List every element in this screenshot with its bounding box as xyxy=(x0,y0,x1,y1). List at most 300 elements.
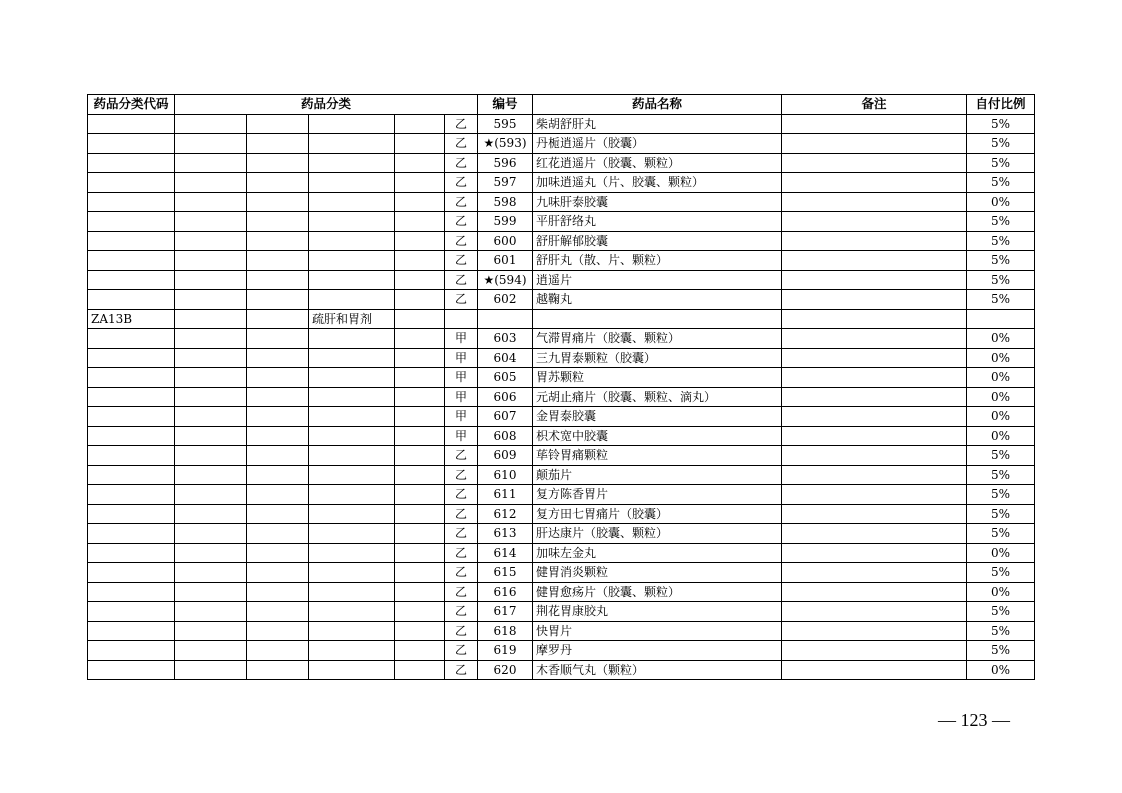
drug-name-cell: 柴胡舒肝丸 xyxy=(533,114,782,134)
subcategory-cell xyxy=(309,231,395,251)
table-row xyxy=(88,387,1035,407)
category-level1-cell xyxy=(175,212,247,232)
subcategory-cell xyxy=(309,407,395,427)
drug-name-cell: 舒肝丸（散、片、颗粒） xyxy=(533,251,782,271)
category-level1-cell xyxy=(175,446,247,466)
subcategory-cell xyxy=(309,387,395,407)
category-level4-cell xyxy=(395,309,445,329)
drug-name-cell: 快胃片 xyxy=(533,621,782,641)
self-pay-ratio-cell: 5% xyxy=(967,251,1035,271)
number-cell: 596 xyxy=(478,153,533,173)
table-row xyxy=(88,173,1035,193)
number-cell: 616 xyxy=(478,582,533,602)
category-level1-cell xyxy=(175,621,247,641)
category-level2-cell xyxy=(247,426,309,446)
category-level2-cell xyxy=(247,543,309,563)
subcategory-cell xyxy=(309,290,395,310)
category-level4-cell xyxy=(395,446,445,466)
subcategory-cell xyxy=(309,270,395,290)
category-level2-cell xyxy=(247,348,309,368)
table-row xyxy=(88,602,1035,622)
class-cell: 乙 xyxy=(445,485,478,505)
number-cell: 600 xyxy=(478,231,533,251)
class-cell: 乙 xyxy=(445,173,478,193)
category-level2-cell xyxy=(247,621,309,641)
note-cell xyxy=(782,543,967,563)
category-level1-cell xyxy=(175,114,247,134)
header-category-code: 药品分类代码 xyxy=(88,95,175,115)
category-code-cell xyxy=(88,153,175,173)
subcategory-cell xyxy=(309,192,395,212)
category-level1-cell xyxy=(175,309,247,329)
header-self-pay-ratio: 自付比例 xyxy=(967,95,1035,115)
category-level4-cell xyxy=(395,465,445,485)
table-row xyxy=(88,543,1035,563)
class-cell: 乙 xyxy=(445,504,478,524)
category-level4-cell xyxy=(395,426,445,446)
category-level1-cell xyxy=(175,251,247,271)
number-cell: 598 xyxy=(478,192,533,212)
drug-name-cell: 肝达康片（胶囊、颗粒） xyxy=(533,524,782,544)
self-pay-ratio-cell: 0% xyxy=(967,348,1035,368)
table-header-row xyxy=(88,95,1035,115)
number-cell: 601 xyxy=(478,251,533,271)
category-level4-cell xyxy=(395,485,445,505)
category-code-cell xyxy=(88,173,175,193)
note-cell xyxy=(782,660,967,680)
subcategory-cell xyxy=(309,426,395,446)
self-pay-ratio-cell: 0% xyxy=(967,582,1035,602)
category-code-cell xyxy=(88,134,175,154)
self-pay-ratio-cell xyxy=(967,309,1035,329)
category-level2-cell xyxy=(247,407,309,427)
note-cell xyxy=(782,524,967,544)
category-level4-cell xyxy=(395,114,445,134)
category-level2-cell xyxy=(247,309,309,329)
note-cell xyxy=(782,251,967,271)
class-cell: 乙 xyxy=(445,563,478,583)
category-code-cell: ZA13B xyxy=(88,309,175,329)
self-pay-ratio-cell: 0% xyxy=(967,407,1035,427)
table-row xyxy=(88,621,1035,641)
number-cell: 611 xyxy=(478,485,533,505)
category-level1-cell xyxy=(175,641,247,661)
drug-name-cell: 舒肝解郁胶囊 xyxy=(533,231,782,251)
drug-name-cell: 金胃泰胶囊 xyxy=(533,407,782,427)
header-category: 药品分类 xyxy=(175,95,478,115)
self-pay-ratio-cell: 5% xyxy=(967,134,1035,154)
table-row xyxy=(88,290,1035,310)
class-cell: 乙 xyxy=(445,446,478,466)
category-level4-cell xyxy=(395,270,445,290)
class-cell: 乙 xyxy=(445,290,478,310)
subcategory-cell xyxy=(309,329,395,349)
note-cell xyxy=(782,504,967,524)
table-row xyxy=(88,504,1035,524)
category-level1-cell xyxy=(175,543,247,563)
class-cell: 乙 xyxy=(445,153,478,173)
note-cell xyxy=(782,270,967,290)
table-row xyxy=(88,114,1035,134)
table-row xyxy=(88,582,1035,602)
class-cell: 乙 xyxy=(445,270,478,290)
table-row xyxy=(88,153,1035,173)
number-cell: 615 xyxy=(478,563,533,583)
number-cell: 608 xyxy=(478,426,533,446)
category-level1-cell xyxy=(175,524,247,544)
category-level2-cell xyxy=(247,465,309,485)
category-level4-cell xyxy=(395,368,445,388)
number-cell: 618 xyxy=(478,621,533,641)
subcategory-cell xyxy=(309,602,395,622)
category-code-cell xyxy=(88,270,175,290)
category-level2-cell xyxy=(247,114,309,134)
page-number: — 123 — xyxy=(938,710,1010,730)
drug-name-cell: 枳术宽中胶囊 xyxy=(533,426,782,446)
note-cell xyxy=(782,153,967,173)
category-code-cell xyxy=(88,407,175,427)
class-cell: 甲 xyxy=(445,348,478,368)
table-row xyxy=(88,134,1035,154)
category-level1-cell xyxy=(175,465,247,485)
category-code-cell xyxy=(88,231,175,251)
category-code-cell xyxy=(88,563,175,583)
category-code-cell xyxy=(88,524,175,544)
table-row xyxy=(88,329,1035,349)
category-code-cell xyxy=(88,660,175,680)
subcategory-cell: 疏肝和胃剂 xyxy=(309,309,395,329)
self-pay-ratio-cell: 5% xyxy=(967,563,1035,583)
note-cell xyxy=(782,602,967,622)
number-cell: 597 xyxy=(478,173,533,193)
table-row xyxy=(88,465,1035,485)
category-level2-cell xyxy=(247,231,309,251)
self-pay-ratio-cell: 0% xyxy=(967,192,1035,212)
note-cell xyxy=(782,231,967,251)
category-level2-cell xyxy=(247,524,309,544)
subcategory-cell xyxy=(309,543,395,563)
class-cell: 乙 xyxy=(445,621,478,641)
self-pay-ratio-cell: 0% xyxy=(967,368,1035,388)
subcategory-cell xyxy=(309,348,395,368)
subcategory-cell xyxy=(309,114,395,134)
drug-name-cell: 气滞胃痛片（胶囊、颗粒） xyxy=(533,329,782,349)
category-level2-cell xyxy=(247,134,309,154)
category-code-cell xyxy=(88,368,175,388)
category-level2-cell xyxy=(247,251,309,271)
number-cell: 603 xyxy=(478,329,533,349)
category-level4-cell xyxy=(395,563,445,583)
class-cell: 甲 xyxy=(445,426,478,446)
self-pay-ratio-cell: 5% xyxy=(967,173,1035,193)
table-row xyxy=(88,660,1035,680)
table-row xyxy=(88,641,1035,661)
number-cell: 607 xyxy=(478,407,533,427)
category-level4-cell xyxy=(395,173,445,193)
category-level1-cell xyxy=(175,504,247,524)
category-level1-cell xyxy=(175,348,247,368)
note-cell xyxy=(782,212,967,232)
table-row xyxy=(88,309,1035,329)
table-row xyxy=(88,270,1035,290)
class-cell: 甲 xyxy=(445,329,478,349)
note-cell xyxy=(782,485,967,505)
category-level1-cell xyxy=(175,270,247,290)
note-cell xyxy=(782,582,967,602)
number-cell: 609 xyxy=(478,446,533,466)
category-level2-cell xyxy=(247,563,309,583)
self-pay-ratio-cell: 5% xyxy=(967,485,1035,505)
category-level1-cell xyxy=(175,602,247,622)
table-row xyxy=(88,251,1035,271)
subcategory-cell xyxy=(309,641,395,661)
subcategory-cell xyxy=(309,582,395,602)
class-cell: 甲 xyxy=(445,368,478,388)
number-cell: 619 xyxy=(478,641,533,661)
category-level4-cell xyxy=(395,602,445,622)
category-code-cell xyxy=(88,192,175,212)
drug-name-cell: 元胡止痛片（胶囊、颗粒、滴丸） xyxy=(533,387,782,407)
note-cell xyxy=(782,192,967,212)
self-pay-ratio-cell: 5% xyxy=(967,231,1035,251)
drug-name-cell: 健胃消炎颗粒 xyxy=(533,563,782,583)
note-cell xyxy=(782,621,967,641)
table-row xyxy=(88,348,1035,368)
class-cell: 乙 xyxy=(445,602,478,622)
category-level2-cell xyxy=(247,582,309,602)
table-row xyxy=(88,524,1035,544)
category-level1-cell xyxy=(175,660,247,680)
table-row xyxy=(88,368,1035,388)
number-cell: 606 xyxy=(478,387,533,407)
class-cell xyxy=(445,309,478,329)
category-level1-cell xyxy=(175,290,247,310)
category-code-cell xyxy=(88,602,175,622)
category-level1-cell xyxy=(175,134,247,154)
note-cell xyxy=(782,368,967,388)
note-cell xyxy=(782,563,967,583)
note-cell xyxy=(782,465,967,485)
category-code-cell xyxy=(88,387,175,407)
category-level4-cell xyxy=(395,407,445,427)
category-code-cell xyxy=(88,641,175,661)
class-cell: 乙 xyxy=(445,543,478,563)
subcategory-cell xyxy=(309,173,395,193)
table-row xyxy=(88,407,1035,427)
category-level2-cell xyxy=(247,641,309,661)
drug-catalog-table xyxy=(87,94,1035,680)
note-cell xyxy=(782,309,967,329)
category-level2-cell xyxy=(247,290,309,310)
category-code-cell xyxy=(88,621,175,641)
category-level1-cell xyxy=(175,485,247,505)
note-cell xyxy=(782,446,967,466)
class-cell: 乙 xyxy=(445,524,478,544)
note-cell xyxy=(782,426,967,446)
number-cell: ★(593) xyxy=(478,134,533,154)
category-code-cell xyxy=(88,290,175,310)
category-level4-cell xyxy=(395,348,445,368)
category-code-cell xyxy=(88,251,175,271)
number-cell: 617 xyxy=(478,602,533,622)
subcategory-cell xyxy=(309,621,395,641)
category-level4-cell xyxy=(395,543,445,563)
self-pay-ratio-cell: 5% xyxy=(967,153,1035,173)
self-pay-ratio-cell: 5% xyxy=(967,290,1035,310)
drug-name-cell: 复方田七胃痛片（胶囊） xyxy=(533,504,782,524)
category-level4-cell xyxy=(395,621,445,641)
category-level4-cell xyxy=(395,504,445,524)
subcategory-cell xyxy=(309,563,395,583)
category-level1-cell xyxy=(175,192,247,212)
class-cell: 乙 xyxy=(445,465,478,485)
category-level4-cell xyxy=(395,641,445,661)
table-row xyxy=(88,192,1035,212)
category-level2-cell xyxy=(247,660,309,680)
category-level2-cell xyxy=(247,192,309,212)
header-note: 备注 xyxy=(782,95,967,115)
category-level1-cell xyxy=(175,387,247,407)
subcategory-cell xyxy=(309,660,395,680)
category-level1-cell xyxy=(175,407,247,427)
drug-name-cell: 荆花胃康胶丸 xyxy=(533,602,782,622)
category-code-cell xyxy=(88,582,175,602)
category-code-cell xyxy=(88,465,175,485)
category-level4-cell xyxy=(395,582,445,602)
category-level2-cell xyxy=(247,602,309,622)
note-cell xyxy=(782,290,967,310)
self-pay-ratio-cell: 5% xyxy=(967,524,1035,544)
drug-name-cell: 九味肝泰胶囊 xyxy=(533,192,782,212)
category-level4-cell xyxy=(395,231,445,251)
category-code-cell xyxy=(88,504,175,524)
number-cell: 602 xyxy=(478,290,533,310)
table-row xyxy=(88,212,1035,232)
table-row xyxy=(88,231,1035,251)
note-cell xyxy=(782,387,967,407)
category-level2-cell xyxy=(247,368,309,388)
subcategory-cell xyxy=(309,368,395,388)
category-code-cell xyxy=(88,485,175,505)
number-cell: 610 xyxy=(478,465,533,485)
subcategory-cell xyxy=(309,465,395,485)
drug-name-cell: 加味逍遥丸（片、胶囊、颗粒） xyxy=(533,173,782,193)
category-level4-cell xyxy=(395,153,445,173)
subcategory-cell xyxy=(309,153,395,173)
self-pay-ratio-cell: 5% xyxy=(967,602,1035,622)
subcategory-cell xyxy=(309,251,395,271)
category-level1-cell xyxy=(175,426,247,446)
number-cell: 614 xyxy=(478,543,533,563)
category-level4-cell xyxy=(395,134,445,154)
drug-name-cell: 荜铃胃痛颗粒 xyxy=(533,446,782,466)
subcategory-cell xyxy=(309,504,395,524)
table-row xyxy=(88,426,1035,446)
category-level2-cell xyxy=(247,270,309,290)
category-level2-cell xyxy=(247,153,309,173)
category-code-cell xyxy=(88,543,175,563)
category-level4-cell xyxy=(395,524,445,544)
drug-name-cell: 木香顺气丸（颗粒） xyxy=(533,660,782,680)
category-level4-cell xyxy=(395,192,445,212)
note-cell xyxy=(782,641,967,661)
class-cell: 乙 xyxy=(445,114,478,134)
drug-name-cell: 摩罗丹 xyxy=(533,641,782,661)
subcategory-cell xyxy=(309,485,395,505)
category-level1-cell xyxy=(175,173,247,193)
note-cell xyxy=(782,173,967,193)
self-pay-ratio-cell: 5% xyxy=(967,446,1035,466)
class-cell: 乙 xyxy=(445,660,478,680)
self-pay-ratio-cell: 0% xyxy=(967,387,1035,407)
self-pay-ratio-cell: 0% xyxy=(967,329,1035,349)
category-level2-cell xyxy=(247,387,309,407)
class-cell: 乙 xyxy=(445,231,478,251)
header-number: 编号 xyxy=(478,95,533,115)
header-drug-name: 药品名称 xyxy=(533,95,782,115)
number-cell: 604 xyxy=(478,348,533,368)
drug-name-cell: 三九胃泰颗粒（胶囊） xyxy=(533,348,782,368)
number-cell: 613 xyxy=(478,524,533,544)
category-level4-cell xyxy=(395,387,445,407)
self-pay-ratio-cell: 5% xyxy=(967,270,1035,290)
table-row xyxy=(88,485,1035,505)
drug-name-cell: 复方陈香胃片 xyxy=(533,485,782,505)
number-cell: ★(594) xyxy=(478,270,533,290)
self-pay-ratio-cell: 0% xyxy=(967,660,1035,680)
subcategory-cell xyxy=(309,212,395,232)
note-cell xyxy=(782,329,967,349)
category-level4-cell xyxy=(395,290,445,310)
drug-name-cell: 颠茄片 xyxy=(533,465,782,485)
note-cell xyxy=(782,134,967,154)
category-level4-cell xyxy=(395,251,445,271)
number-cell xyxy=(478,309,533,329)
drug-name-cell xyxy=(533,309,782,329)
class-cell: 甲 xyxy=(445,387,478,407)
self-pay-ratio-cell: 5% xyxy=(967,465,1035,485)
table-row xyxy=(88,446,1035,466)
category-code-cell xyxy=(88,446,175,466)
number-cell: 595 xyxy=(478,114,533,134)
category-level2-cell xyxy=(247,446,309,466)
table-body xyxy=(88,114,1035,680)
category-level2-cell xyxy=(247,504,309,524)
number-cell: 620 xyxy=(478,660,533,680)
drug-name-cell: 加味左金丸 xyxy=(533,543,782,563)
category-level2-cell xyxy=(247,212,309,232)
drug-name-cell: 逍遥片 xyxy=(533,270,782,290)
table-row xyxy=(88,563,1035,583)
category-level1-cell xyxy=(175,563,247,583)
self-pay-ratio-cell: 5% xyxy=(967,621,1035,641)
category-level2-cell xyxy=(247,329,309,349)
category-code-cell xyxy=(88,348,175,368)
class-cell: 乙 xyxy=(445,641,478,661)
drug-name-cell: 红花逍遥片（胶囊、颗粒） xyxy=(533,153,782,173)
category-level2-cell xyxy=(247,173,309,193)
drug-name-cell: 健胃愈疡片（胶囊、颗粒） xyxy=(533,582,782,602)
class-cell: 甲 xyxy=(445,407,478,427)
note-cell xyxy=(782,114,967,134)
drug-name-cell: 丹栀逍遥片（胶囊） xyxy=(533,134,782,154)
class-cell: 乙 xyxy=(445,582,478,602)
category-level1-cell xyxy=(175,329,247,349)
self-pay-ratio-cell: 0% xyxy=(967,543,1035,563)
category-level2-cell xyxy=(247,485,309,505)
category-code-cell xyxy=(88,426,175,446)
drug-name-cell: 平肝舒络丸 xyxy=(533,212,782,232)
